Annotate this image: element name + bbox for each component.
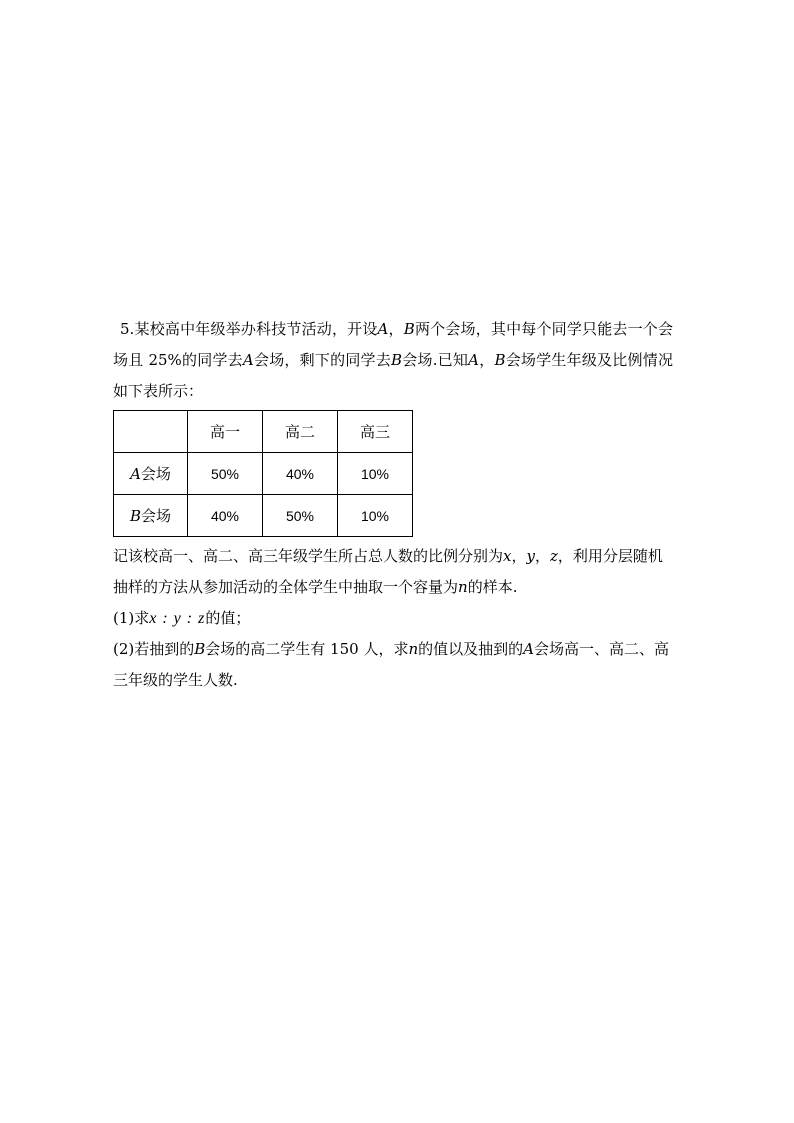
table-row [114, 495, 413, 537]
table-cell: 40% [263, 453, 338, 495]
table-cell: 40% [188, 495, 263, 537]
question-1: (1)求x : y : z的值； [113, 609, 251, 627]
header-grade-2: 高二 [263, 411, 338, 453]
table-row [114, 453, 413, 495]
problem-number: 5. [120, 320, 135, 338]
problem-setup: 记该校高一、高二、高三年级学生所占总人数的比例分别为x，y，z，利用分层随机抽样的方法从参加活动的全体学生中抽取一个容量为n的样本. [113, 547, 663, 596]
table-header-row [114, 411, 413, 453]
header-grade-1: 高一 [188, 411, 263, 453]
table-corner-cell [114, 411, 188, 453]
row-label-venue-b: B会场 [114, 495, 188, 537]
table-cell: 50% [188, 453, 263, 495]
table-cell: 10% [338, 495, 413, 537]
grade-ratio-table [113, 410, 413, 537]
problem-intro: 5.某校高中年级举办科技节活动，开设A，B两个会场，其中每个同学只能去一个会场且 25%的同学去A会场，剩下的同学去B会场.已知A，B会场学生年级及比例情况如下表所示： [113, 320, 673, 400]
question-2: (2)若抽到的B会场的高二学生有 150 人，求n的值以及抽到的A会场高一、高二、高三年级的学生人数. [113, 640, 669, 689]
row-label-venue-a: A会场 [114, 453, 188, 495]
table-cell: 50% [263, 495, 338, 537]
table-cell: 10% [338, 453, 413, 495]
problem-block [113, 314, 673, 696]
ratio-expression: x : y : z [149, 610, 206, 627]
header-grade-3: 高三 [338, 411, 413, 453]
